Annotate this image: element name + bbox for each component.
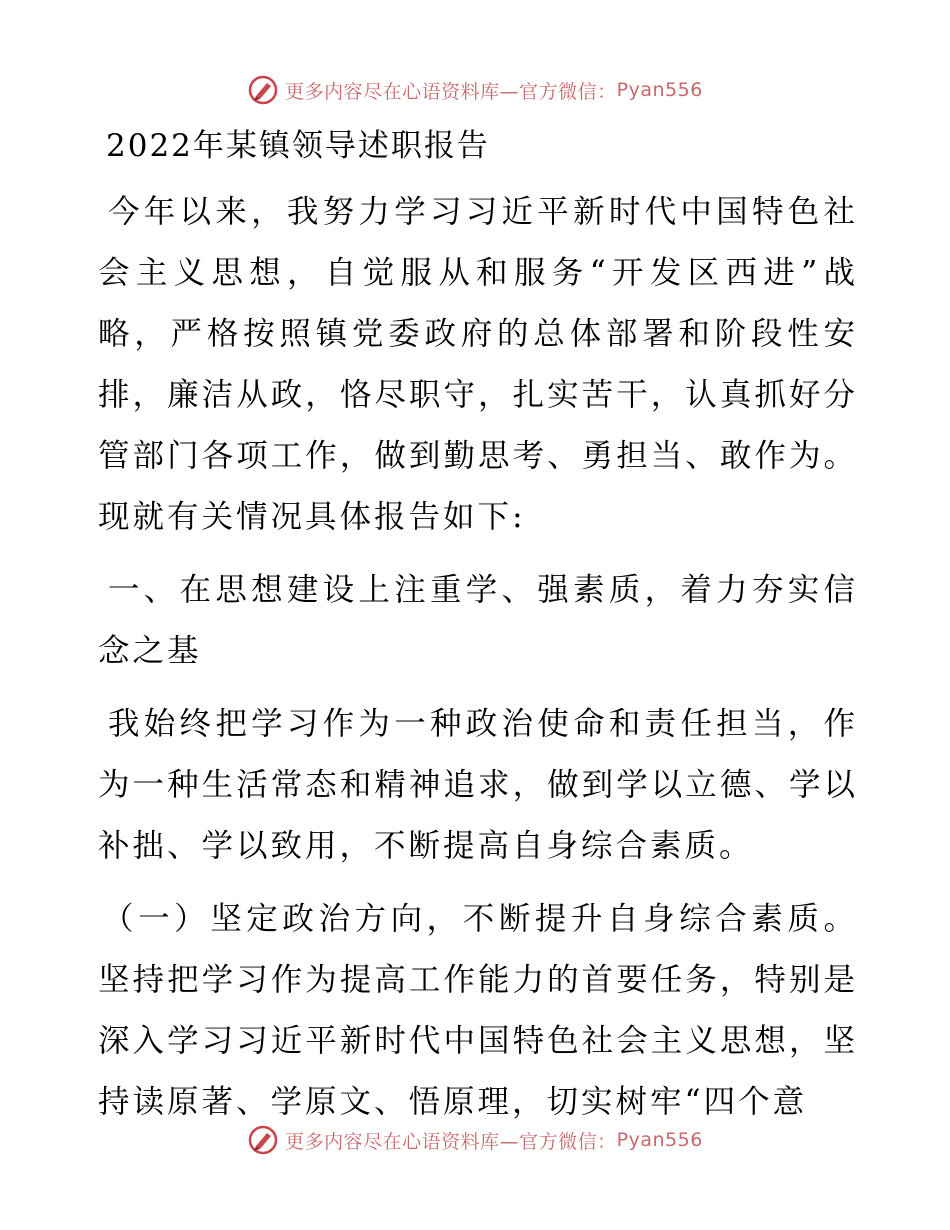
paragraph-subsection-1: （一）坚定政治方向，不断提升自身综合素质。坚持把学习作为提高工作能力的首要任务，特别是深入学习习近平新时代中国特色社会主义思想，坚持读原著、学原文、悟原理，切实树牢“四个意	[98, 901, 858, 1120]
pen-logo-icon	[247, 74, 279, 106]
watermark-text: 更多内容尽在心语资料库—官方微信：	[285, 1130, 617, 1153]
pen-logo-icon	[247, 1124, 279, 1156]
document-body	[98, 120, 858, 1145]
section-heading-1: 一、在思想建设上注重学、强素质，着力夯实信念之基	[98, 572, 858, 669]
watermark-text: 更多内容尽在心语资料库—官方微信：	[285, 80, 617, 103]
header-watermark	[0, 70, 950, 110]
paragraph-intro: 今年以来，我努力学习习近平新时代中国特色社会主义思想，自觉服从和服务“开发区西进”战略，严格按照镇党委政府的总体部署和阶段性安排，廉洁从政，恪尽职守，扎实苦干，认真抓好分管部门各项工作，做到勤思考、勇担当、敢作为。现就有关情况具体报告如下:	[98, 194, 858, 535]
footer-watermark	[0, 1120, 950, 1160]
paragraph-section-1: 我始终把学习作为一种政治使命和责任担当，作为一种生活常态和精神追求，做到学以立德、学以补拙、学以致用，不断提高自身综合素质。	[98, 706, 858, 864]
watermark-wechat-id: Pyan556	[616, 1129, 703, 1151]
document-title: 2022年某镇领导述职报告	[106, 128, 490, 164]
watermark-wechat-id: Pyan556	[616, 79, 703, 101]
